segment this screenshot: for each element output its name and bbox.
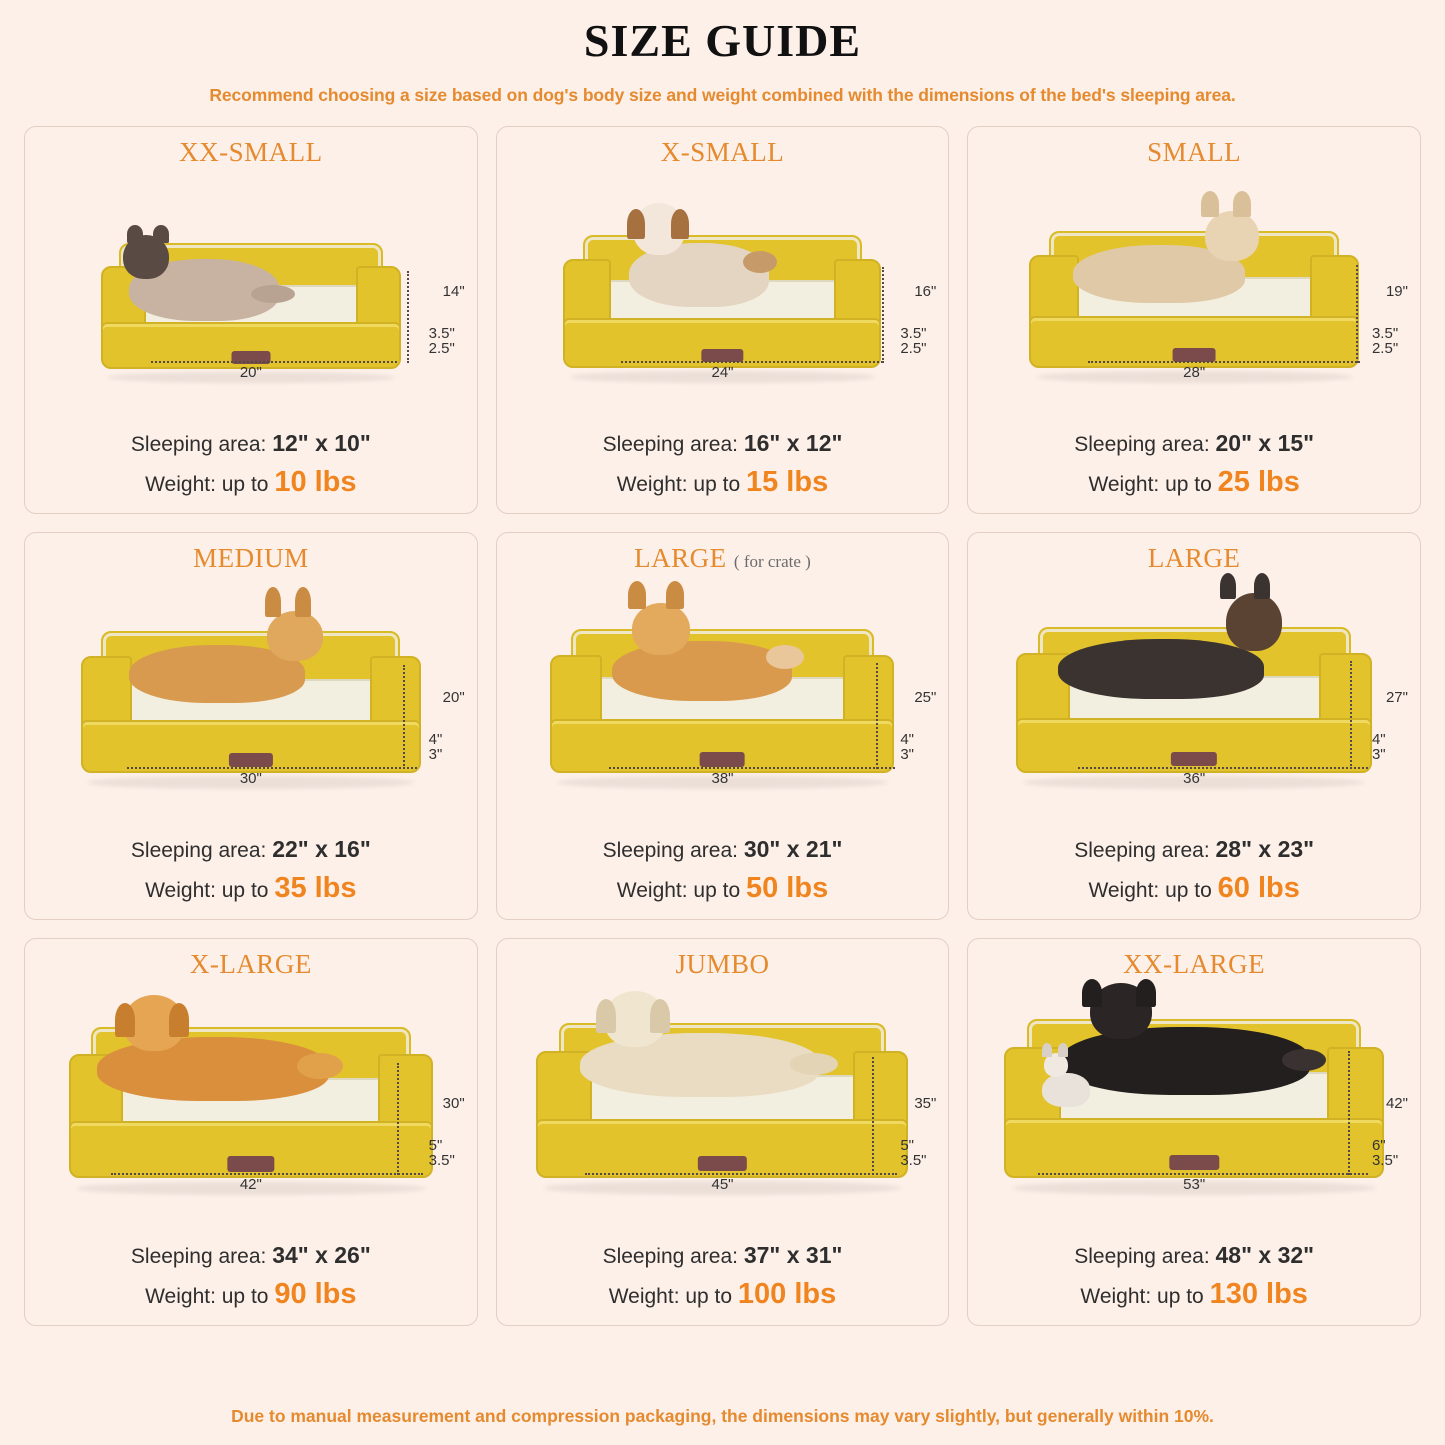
weight-line	[33, 1273, 469, 1315]
weight-value: 90 lbs	[274, 1277, 357, 1310]
inner-height-label: 2.5"	[900, 340, 927, 358]
animal-right-ear	[169, 1003, 189, 1037]
weight-value: 50 lbs	[745, 871, 829, 904]
width-ruler	[585, 1173, 897, 1175]
card-specs	[33, 1239, 469, 1318]
animal-right-ear	[1233, 191, 1251, 217]
animal-left-ear	[127, 225, 143, 243]
bed-illustration	[33, 980, 469, 1240]
dog-bed-graphic	[536, 1023, 908, 1195]
card-title	[976, 543, 1412, 574]
outer-height-label: 4"	[428, 730, 443, 748]
sleeping-area-label: Sleeping area:	[130, 1245, 273, 1269]
weight-label: Weight: up to	[1088, 472, 1218, 496]
inner-height-label: 3.5"	[428, 1152, 455, 1170]
width-ruler	[621, 361, 883, 363]
animal-tail	[790, 1053, 838, 1075]
weight-label: Weight: up to	[1080, 1284, 1210, 1308]
bed-illustration	[505, 168, 941, 428]
size-card-large-crate	[496, 532, 950, 920]
weight-value: 130 lbs	[1209, 1277, 1308, 1310]
width-label: 20"	[239, 364, 262, 382]
depth-label: 20"	[442, 688, 465, 706]
dimension-labels	[900, 284, 936, 357]
animal-tail	[251, 285, 295, 303]
bed-illustration	[976, 574, 1412, 834]
animal-right-ear	[1058, 1043, 1068, 1057]
animal-shiba-inu	[612, 641, 792, 701]
dog-bed-graphic	[69, 1027, 433, 1195]
width-ruler	[1088, 361, 1360, 363]
size-card-grid	[24, 126, 1421, 1326]
sleeping-area-value: 30" x 21"	[743, 836, 843, 863]
width-label: 38"	[711, 770, 734, 788]
dimension-labels	[429, 284, 465, 357]
bed-illustration	[33, 168, 469, 428]
animal-golden-retriever	[97, 1037, 329, 1101]
sleeping-area-value: 12" x 10"	[272, 430, 371, 457]
dog-bed-graphic	[1016, 627, 1372, 789]
animal-right-ear	[1136, 979, 1156, 1007]
animal-right-ear	[650, 999, 670, 1033]
brand-tag	[700, 752, 745, 766]
animal-shih-tzu	[629, 243, 769, 307]
card-size-name: XX-SMALL	[179, 136, 323, 167]
animal-right-ear	[671, 209, 689, 239]
weight-label: Weight: up to	[145, 472, 275, 496]
sleeping-area-line	[505, 833, 941, 866]
sleeping-area-value: 16" x 12"	[743, 430, 843, 457]
depth-ruler	[403, 665, 405, 769]
sleeping-area-label: Sleeping area:	[130, 839, 273, 863]
bed-illustration	[505, 574, 941, 834]
bed-illustration	[33, 574, 469, 834]
sleeping-area-line	[976, 833, 1412, 866]
animal-tail	[297, 1053, 343, 1079]
dimension-labels	[429, 690, 465, 763]
card-title	[505, 543, 941, 574]
bed-illustration	[976, 980, 1412, 1240]
depth-label: 42"	[1385, 1094, 1408, 1112]
outer-height-label: 3.5"	[428, 324, 455, 342]
size-card-xx-small	[24, 126, 478, 514]
inner-height-label: 2.5"	[1371, 340, 1399, 358]
card-specs	[976, 833, 1412, 912]
weight-value: 10 lbs	[274, 465, 357, 498]
inner-height-label: 3"	[1371, 746, 1386, 764]
outer-height-label: 4"	[900, 730, 914, 748]
size-card-small	[967, 126, 1421, 514]
card-size-name: X-LARGE	[189, 948, 312, 979]
animal-head	[1226, 593, 1282, 651]
card-title	[505, 137, 941, 168]
sleeping-area-label: Sleeping area:	[130, 433, 273, 457]
weight-value: 15 lbs	[745, 465, 829, 498]
animal-chihuahua	[1042, 1073, 1090, 1107]
inner-height-label: 2.5"	[428, 340, 455, 358]
sleeping-area-label: Sleeping area:	[1074, 433, 1216, 457]
weight-label: Weight: up to	[1088, 878, 1218, 902]
sleeping-area-line	[505, 1239, 941, 1272]
animal-head	[1205, 211, 1259, 261]
weight-value: 100 lbs	[737, 1277, 837, 1310]
card-specs	[976, 1239, 1412, 1318]
weight-line	[505, 1273, 941, 1315]
animal-head	[267, 611, 323, 661]
size-card-x-large	[24, 938, 478, 1326]
card-title	[976, 949, 1412, 980]
animal-left-ear	[1201, 191, 1219, 217]
card-specs	[976, 427, 1412, 506]
size-card-x-small	[496, 126, 950, 514]
bed-illustration	[976, 168, 1412, 428]
weight-line	[33, 867, 469, 909]
outer-height-label: 4"	[1371, 730, 1386, 748]
depth-label: 16"	[914, 282, 937, 300]
depth-label: 14"	[442, 282, 465, 300]
width-label: 42"	[239, 1176, 262, 1194]
sleeping-area-value: 48" x 32"	[1215, 1242, 1315, 1269]
weight-line	[505, 461, 941, 503]
sleeping-area-label: Sleeping area:	[1074, 839, 1216, 863]
sleeping-area-line	[976, 427, 1412, 460]
animal-border-collie	[1058, 639, 1264, 699]
bed-illustration	[505, 980, 941, 1240]
animal-labrador	[580, 1033, 820, 1097]
size-card-large	[967, 532, 1421, 920]
width-ruler	[1078, 767, 1368, 769]
animal-right-ear	[295, 587, 311, 617]
footer-disclaimer: Due to manual measurement and compression packaging, the dimensions may vary slightly, but generally within 10%.	[231, 1406, 1214, 1426]
width-ruler	[151, 361, 397, 363]
outer-height-label: 6"	[1371, 1136, 1386, 1154]
sleeping-area-value: 28" x 23"	[1215, 836, 1315, 863]
card-size-name: X-SMALL	[660, 136, 785, 167]
outer-height-label: 5"	[900, 1136, 914, 1154]
depth-ruler	[407, 271, 409, 363]
card-title	[33, 949, 469, 980]
weight-value: 35 lbs	[274, 871, 357, 904]
weight-label: Weight: up to	[616, 878, 746, 902]
animal-left-ear	[627, 209, 645, 239]
weight-line	[505, 867, 941, 909]
card-specs	[33, 427, 469, 506]
card-title	[33, 543, 469, 574]
width-ruler	[127, 767, 417, 769]
inner-height-label: 3"	[428, 746, 443, 764]
width-ruler	[1038, 1173, 1368, 1175]
animal-right-ear	[153, 225, 169, 243]
sleeping-area-line	[505, 427, 941, 460]
animal-right-ear	[666, 581, 684, 609]
card-size-name: LARGE	[634, 542, 727, 573]
sleeping-area-value: 20" x 15"	[1215, 430, 1315, 457]
page-title: SIZE GUIDE	[583, 15, 862, 66]
depth-label: 30"	[442, 1094, 465, 1112]
card-size-note: ( for crate )	[733, 551, 811, 571]
card-size-name: LARGE	[1147, 542, 1241, 573]
card-title	[505, 949, 941, 980]
brand-tag	[1171, 752, 1217, 767]
weight-line	[976, 461, 1412, 503]
weight-value: 60 lbs	[1217, 871, 1300, 904]
depth-ruler	[1350, 661, 1352, 769]
animal-head	[632, 603, 690, 655]
sleeping-area-value: 22" x 16"	[272, 836, 371, 863]
outer-height-label: 3.5"	[900, 324, 927, 342]
brand-tag	[1169, 1155, 1218, 1171]
animal-left-ear	[1082, 979, 1102, 1007]
brand-tag	[698, 1156, 746, 1171]
weight-line	[33, 461, 469, 503]
depth-ruler	[397, 1063, 399, 1175]
dog-bed-graphic	[81, 631, 421, 789]
dimension-labels	[1372, 1096, 1408, 1169]
weight-label: Weight: up to	[145, 1284, 275, 1308]
animal-left-ear	[265, 587, 281, 617]
dog-bed-graphic	[550, 629, 894, 789]
card-specs	[505, 427, 941, 506]
inner-height-label: 3"	[900, 746, 914, 764]
sleeping-area-value: 34" x 26"	[272, 1242, 371, 1269]
dimension-labels	[1372, 690, 1408, 763]
depth-ruler	[1356, 265, 1358, 363]
sleeping-area-label: Sleeping area:	[1074, 1245, 1216, 1269]
depth-ruler	[876, 663, 878, 769]
card-size-name: MEDIUM	[193, 542, 309, 573]
brand-tag	[1173, 348, 1216, 362]
depth-label: 25"	[914, 688, 937, 706]
size-card-jumbo	[496, 938, 950, 1326]
animal-left-ear	[115, 1003, 135, 1037]
sleeping-area-line	[33, 1239, 469, 1272]
sleeping-area-line	[976, 1239, 1412, 1272]
weight-line	[976, 867, 1412, 909]
width-label: 53"	[1183, 1176, 1206, 1194]
animal-right-ear	[1254, 573, 1270, 599]
width-ruler	[111, 1173, 423, 1175]
sleeping-area-label: Sleeping area:	[602, 433, 744, 457]
card-specs	[33, 833, 469, 912]
dimension-labels	[900, 1096, 936, 1169]
width-label: 36"	[1183, 770, 1206, 788]
width-ruler	[609, 767, 895, 769]
depth-ruler	[882, 267, 884, 363]
animal-rottweiler	[1060, 1027, 1310, 1095]
card-size-name: SMALL	[1147, 136, 1242, 167]
weight-label: Weight: up to	[145, 878, 275, 902]
dimension-labels	[429, 1096, 465, 1169]
page-subtitle: Recommend choosing a size based on dog's body size and weight combined with the dimensions of the bed's sleeping area.	[209, 84, 1236, 105]
size-card-xx-large	[967, 938, 1421, 1326]
animal-left-ear	[596, 999, 616, 1033]
animal-cat	[129, 259, 279, 321]
inner-height-label: 3.5"	[900, 1152, 927, 1170]
brand-tag	[229, 753, 273, 767]
dimension-labels	[900, 690, 936, 763]
animal-left-ear	[628, 581, 646, 609]
size-card-medium	[24, 532, 478, 920]
animal-left-ear	[1220, 573, 1236, 599]
weight-line	[976, 1273, 1412, 1315]
sleeping-area-line	[33, 427, 469, 460]
brand-tag	[227, 1156, 274, 1171]
weight-label: Weight: up to	[608, 1284, 738, 1308]
depth-ruler	[1348, 1051, 1350, 1175]
dimension-labels	[1372, 284, 1408, 357]
animal-corgi	[129, 645, 305, 703]
sleeping-area-label: Sleeping area:	[602, 839, 744, 863]
sleeping-area-line	[33, 833, 469, 866]
depth-label: 27"	[1385, 688, 1408, 706]
inner-height-label: 3.5"	[1371, 1152, 1399, 1170]
animal-tail	[766, 645, 804, 669]
width-label: 30"	[239, 770, 262, 788]
card-title	[976, 137, 1412, 168]
card-size-name: XX-LARGE	[1123, 948, 1266, 979]
animal-tail	[1282, 1049, 1326, 1071]
width-label: 24"	[711, 364, 734, 382]
width-label: 45"	[711, 1176, 734, 1194]
sleeping-area-value: 37" x 31"	[743, 1242, 843, 1269]
sleeping-area-label: Sleeping area:	[602, 1245, 744, 1269]
depth-ruler	[872, 1057, 874, 1175]
card-specs	[505, 833, 941, 912]
animal-french-bulldog	[1073, 245, 1245, 303]
outer-height-label: 5"	[428, 1136, 443, 1154]
card-specs	[505, 1239, 941, 1318]
dog-bed-graphic	[1004, 1019, 1384, 1195]
outer-height-label: 3.5"	[1371, 324, 1399, 342]
animal-tail	[743, 251, 777, 273]
depth-label: 19"	[1385, 282, 1408, 300]
weight-value: 25 lbs	[1217, 465, 1300, 498]
animal-left-ear	[1042, 1043, 1052, 1057]
card-size-name: JUMBO	[675, 948, 770, 979]
weight-label: Weight: up to	[616, 472, 746, 496]
width-label: 28"	[1183, 364, 1206, 382]
card-title	[33, 137, 469, 168]
depth-label: 35"	[914, 1094, 937, 1112]
